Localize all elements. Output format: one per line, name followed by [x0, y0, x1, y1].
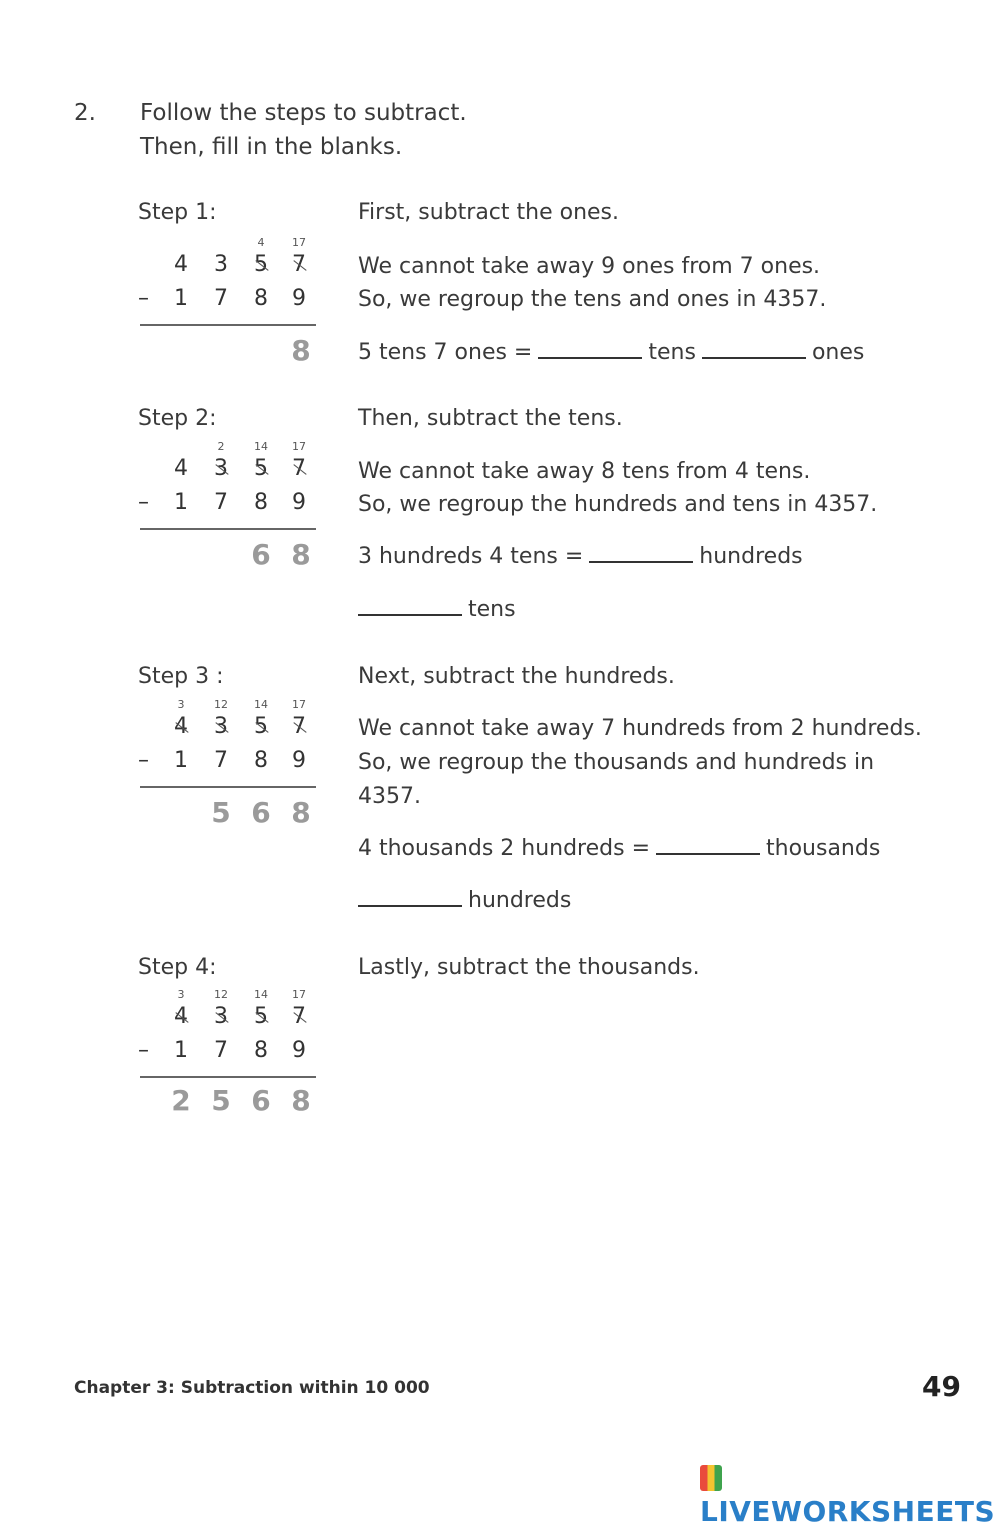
answer-digit-tens: 6 — [251, 1084, 271, 1117]
step-2-text-3: So, we regroup the hundreds and tens in 4357. — [358, 492, 878, 517]
bottom-digit-hundreds: 7 — [214, 748, 228, 773]
bottom-digit-thousands: 1 — [174, 1038, 188, 1063]
minus-sign: – — [138, 490, 149, 515]
top-digit-thousands: 4 — [166, 714, 196, 739]
bottom-digit-hundreds: 7 — [214, 286, 228, 311]
regroup-digit: 12 — [214, 988, 228, 1001]
answer-digit-thousands: 2 — [171, 1084, 191, 1117]
bottom-digit-tens: 8 — [254, 748, 268, 773]
step-1-text-3: So, we regroup the tens and ones in 4357. — [358, 287, 827, 312]
blank-tens[interactable] — [358, 613, 462, 616]
fill-prefix: 3 hundreds 4 tens = — [358, 544, 584, 569]
fill-prefix: 4 thousands 2 hundreds = — [358, 836, 651, 861]
answer-digit-tens: 6 — [251, 796, 271, 829]
bottom-digit-ones: 9 — [292, 286, 306, 311]
bottom-digit-hundreds: 7 — [214, 490, 228, 515]
step-1-calculation — [138, 234, 318, 374]
top-digit-tens: 5 — [246, 252, 276, 277]
top-digit-hundreds: 3 — [206, 714, 236, 739]
calc-rule — [140, 1076, 316, 1078]
regroup-digit: 3 — [177, 698, 185, 711]
top-digit-ones: 7 — [284, 714, 314, 739]
bottom-digit-tens: 8 — [254, 490, 268, 515]
step-3-fill-line — [358, 836, 880, 861]
step-3-calculation — [138, 696, 318, 836]
bottom-digit-thousands: 1 — [174, 490, 188, 515]
regroup-digit: 17 — [292, 698, 306, 711]
blank-ones[interactable] — [702, 356, 806, 359]
top-digit-hundreds: 3 — [206, 1004, 236, 1029]
step-3-text-1: Next, subtract the hundreds. — [358, 664, 675, 689]
chapter-footer: Chapter 3: Subtraction within 10 000 — [74, 1378, 430, 1398]
step-3-text-3: So, we regroup the thousands and hundreds in — [358, 750, 875, 775]
minus-sign: – — [138, 1038, 149, 1063]
regroup-digit: 14 — [254, 988, 268, 1001]
bottom-digit-tens: 8 — [254, 1038, 268, 1063]
bottom-digit-thousands: 1 — [174, 748, 188, 773]
step-1-label: Step 1: — [138, 200, 217, 225]
bottom-digit-thousands: 1 — [174, 286, 188, 311]
calc-rule — [140, 786, 316, 788]
step-3-label: Step 3 : — [138, 664, 224, 689]
step-2-fill-line-2 — [358, 597, 516, 622]
top-digit-tens: 5 — [246, 456, 276, 481]
answer-digit-hundreds: 5 — [211, 1084, 231, 1117]
answer-digit-ones: 8 — [291, 1084, 311, 1117]
minus-sign: – — [138, 748, 149, 773]
step-4-calculation — [138, 986, 318, 1126]
question-number: 2. — [74, 100, 96, 126]
step-4-text-1: Lastly, subtract the thousands. — [358, 955, 700, 980]
step-3-text-3b: 4357. — [358, 784, 421, 809]
brand-logo-icon — [700, 1465, 722, 1491]
top-digit-ones: 7 — [284, 1004, 314, 1029]
blank-tens[interactable] — [538, 356, 642, 359]
regroup-digit: 14 — [254, 440, 268, 453]
bottom-digit-tens: 8 — [254, 286, 268, 311]
regroup-digit: 17 — [292, 440, 306, 453]
regroup-digit: 17 — [292, 988, 306, 1001]
step-4-label: Step 4: — [138, 955, 217, 980]
instruction-line-2: Then, fill in the blanks. — [140, 134, 403, 160]
top-digit-thousands: 4 — [174, 252, 188, 277]
step-3-fill-line-2 — [358, 888, 571, 913]
step-2-label: Step 2: — [138, 406, 217, 431]
top-digit-hundreds: 3 — [214, 252, 228, 277]
regroup-digit: 17 — [292, 236, 306, 249]
step-2-calculation — [138, 438, 318, 578]
bottom-digit-hundreds: 7 — [214, 1038, 228, 1063]
fill-unit-tens: tens — [468, 597, 516, 622]
step-1-text-2: We cannot take away 9 ones from 7 ones. — [358, 254, 821, 279]
answer-digit-ones: 8 — [291, 538, 311, 571]
step-1-text-1: First, subtract the ones. — [358, 200, 620, 225]
top-digit-thousands: 4 — [166, 1004, 196, 1029]
page-number: 49 — [922, 1370, 961, 1403]
regroup-digit: 3 — [177, 988, 185, 1001]
answer-digit-hundreds: 5 — [211, 796, 231, 829]
top-digit-ones: 7 — [284, 456, 314, 481]
top-digit-thousands: 4 — [174, 456, 188, 481]
brand-text: LIVEWORKSHEETS — [700, 1495, 996, 1528]
bottom-digit-ones: 9 — [292, 1038, 306, 1063]
step-3-text-2: We cannot take away 7 hundreds from 2 hundreds. — [358, 716, 922, 741]
step-2-fill-line — [358, 544, 803, 569]
answer-digit-ones: 8 — [291, 334, 311, 367]
bottom-digit-ones: 9 — [292, 490, 306, 515]
blank-hundreds[interactable] — [358, 904, 462, 907]
top-digit-hundreds: 3 — [206, 456, 236, 481]
top-digit-ones: 7 — [284, 252, 314, 277]
fill-unit-hundreds: hundreds — [699, 544, 803, 569]
answer-digit-tens: 6 — [251, 538, 271, 571]
fill-unit-hundreds: hundreds — [468, 888, 572, 913]
answer-digit-ones: 8 — [291, 796, 311, 829]
instruction-line-1: Follow the steps to subtract. — [140, 100, 467, 126]
blank-thousands[interactable] — [656, 852, 760, 855]
bottom-digit-ones: 9 — [292, 748, 306, 773]
minus-sign: – — [138, 286, 149, 311]
step-2-text-2: We cannot take away 8 tens from 4 tens. — [358, 459, 811, 484]
fill-unit-tens: tens — [648, 340, 696, 365]
step-2-text-1: Then, subtract the tens. — [358, 406, 623, 431]
blank-hundreds[interactable] — [589, 560, 693, 563]
brand-watermark — [700, 1462, 1000, 1528]
top-digit-tens: 5 — [246, 714, 276, 739]
regroup-digit: 4 — [257, 236, 265, 249]
step-1-fill-line — [358, 340, 864, 365]
fill-prefix: 5 tens 7 ones = — [358, 340, 533, 365]
top-digit-tens: 5 — [246, 1004, 276, 1029]
calc-rule — [140, 324, 316, 326]
regroup-digit: 14 — [254, 698, 268, 711]
calc-rule — [140, 528, 316, 530]
regroup-digit: 12 — [214, 698, 228, 711]
fill-unit-ones: ones — [811, 340, 865, 365]
fill-unit-thousands: thousands — [766, 836, 881, 861]
regroup-digit: 2 — [217, 440, 225, 453]
